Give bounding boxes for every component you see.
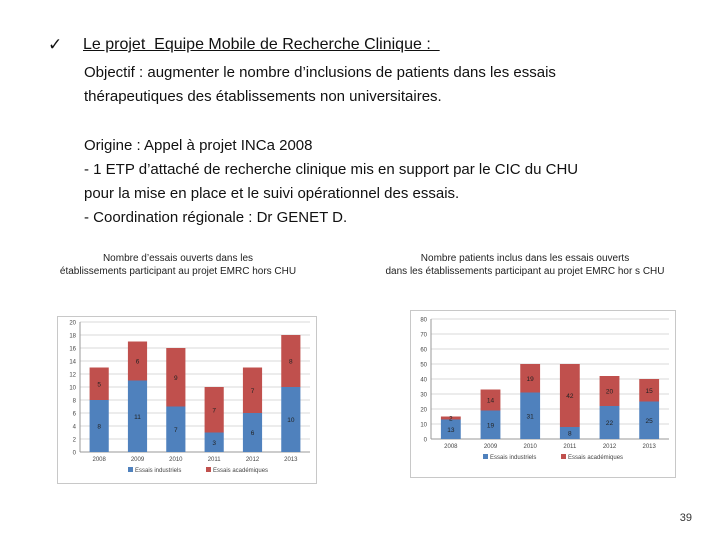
chart1-data-label: 7 <box>250 387 255 395</box>
chart1-xtick-label: 2011 <box>207 457 221 463</box>
chart1-legend-swatch <box>128 467 133 472</box>
origin-line-4: - Coordination régionale : Dr GENET D. <box>84 209 348 226</box>
page-number: 39 <box>679 512 692 524</box>
chart2-ytick-label: 0 <box>423 437 427 444</box>
chart1-data-label: 6 <box>135 358 140 366</box>
chart1-ytick-label: 16 <box>69 346 76 353</box>
chart1-legend-swatch <box>206 467 211 472</box>
chart2-ytick-label: 50 <box>420 362 427 369</box>
chart2-legend-swatch <box>561 454 566 459</box>
chart2-data-label: 31 <box>526 413 534 421</box>
chart1-ytick-label: 20 <box>69 320 76 327</box>
chart1-ytick-label: 10 <box>69 385 76 392</box>
chart1-legend-label: Essais industriels <box>135 468 182 474</box>
chart2-xtick-label: 2013 <box>642 444 656 450</box>
chart2-data-label: 19 <box>526 375 534 383</box>
chart1-data-label: 10 <box>287 417 295 424</box>
origin-line-1: Origine : Appel à projet INCa 2008 <box>84 137 313 154</box>
chart1-svg <box>58 317 316 483</box>
chart1-frame <box>57 316 317 484</box>
objective-line-2: thérapeutiques des établissements non universitaires. <box>84 88 442 105</box>
chart2-caption-line-1: Nombre patients inclus dans les essais ouverts <box>420 253 630 264</box>
chart1-ytick-label: 4 <box>72 424 76 431</box>
chart1-legend-label: Essais académiques <box>213 468 269 474</box>
chart1-data-label: 9 <box>174 374 178 382</box>
chart1-data-label: 7 <box>174 426 178 434</box>
chart1-ytick-label: 18 <box>69 333 76 340</box>
chart2-data-label: 42 <box>566 393 574 400</box>
chart1-xtick-label: 2008 <box>92 457 106 463</box>
origin-line-3: pour la mise en place et le suivi opérationnel des essais. <box>84 185 460 202</box>
chart1-data-label: 7 <box>212 407 216 415</box>
origin-line-2: - 1 ETP d’attaché de recherche clinique mis en support par le CIC du CHU <box>84 161 579 178</box>
chart1-data-label: 8 <box>97 423 101 431</box>
chart1-ytick-label: 14 <box>69 359 76 366</box>
chart2-ytick-label: 10 <box>420 422 427 429</box>
slide-title: Le projet Equipe Mobile de Recherche Clinique : <box>83 36 440 53</box>
chart2-ytick-label: 80 <box>420 317 427 324</box>
chart1-data-label: 3 <box>212 439 216 447</box>
checkmark-bullet-icon: ✓ <box>48 35 63 55</box>
chart2-xtick-label: 2008 <box>444 444 458 450</box>
chart2-data-label: 13 <box>447 426 455 434</box>
chart2-data-label: 8 <box>568 430 572 438</box>
chart2-caption <box>362 252 688 278</box>
chart1-ytick-label: 0 <box>72 450 76 457</box>
chart2-ytick-label: 70 <box>420 332 427 339</box>
chart2-ytick-label: 40 <box>420 377 427 384</box>
chart2-data-label: 22 <box>605 420 614 427</box>
chart1-caption-line-2: établissements participant au projet EMRC hors CHU <box>59 266 297 277</box>
chart2-ytick-label: 60 <box>420 347 427 354</box>
objective-line-1: Objectif : augmenter le nombre d’inclusions de patients dans les essais <box>84 64 556 81</box>
chart1-ytick-label: 12 <box>69 372 76 379</box>
chart1-xtick-label: 2009 <box>130 457 145 463</box>
chart2-data-label: 2 <box>449 415 453 423</box>
chart1-data-label: 11 <box>134 413 141 421</box>
chart2-legend-swatch <box>483 454 488 459</box>
chart2-data-label: 14 <box>486 397 495 405</box>
chart1-xtick-label: 2013 <box>284 457 298 463</box>
chart1-data-label: 8 <box>289 358 293 366</box>
chart2-xtick-label: 2012 <box>602 444 617 450</box>
chart2-svg <box>411 311 675 477</box>
chart2-data-label: 15 <box>645 387 653 395</box>
chart1-xtick-label: 2010 <box>169 457 183 463</box>
chart1-ytick-label: 2 <box>72 437 76 444</box>
chart2-caption-line-2: dans les établissements participant au projet EMRC hor s CHU <box>385 266 665 277</box>
chart1-ytick-label: 6 <box>72 411 76 418</box>
chart1-xtick-label: 2012 <box>245 457 260 463</box>
chart2-ytick-label: 20 <box>420 407 427 414</box>
chart1-ytick-label: 8 <box>72 398 76 405</box>
chart2-data-label: 20 <box>605 388 614 396</box>
chart2-data-label: 25 <box>645 417 653 425</box>
chart2-data-label: 19 <box>486 422 495 430</box>
chart2-xtick-label: 2009 <box>483 444 498 450</box>
chart2-legend-label: Essais industriels <box>490 455 537 461</box>
chart2-xtick-label: 2010 <box>523 444 537 450</box>
chart1-data-label: 5 <box>97 381 101 389</box>
chart2-frame <box>410 310 676 478</box>
chart1-caption <box>28 252 328 278</box>
chart1-caption-line-1: Nombre d’essais ouverts dans les <box>102 253 254 264</box>
chart2-xtick-label: 2011 <box>563 444 577 450</box>
chart1-data-label: 6 <box>250 430 255 437</box>
chart2-legend-label: Essais académiques <box>568 455 624 461</box>
chart2-ytick-label: 30 <box>420 392 427 399</box>
